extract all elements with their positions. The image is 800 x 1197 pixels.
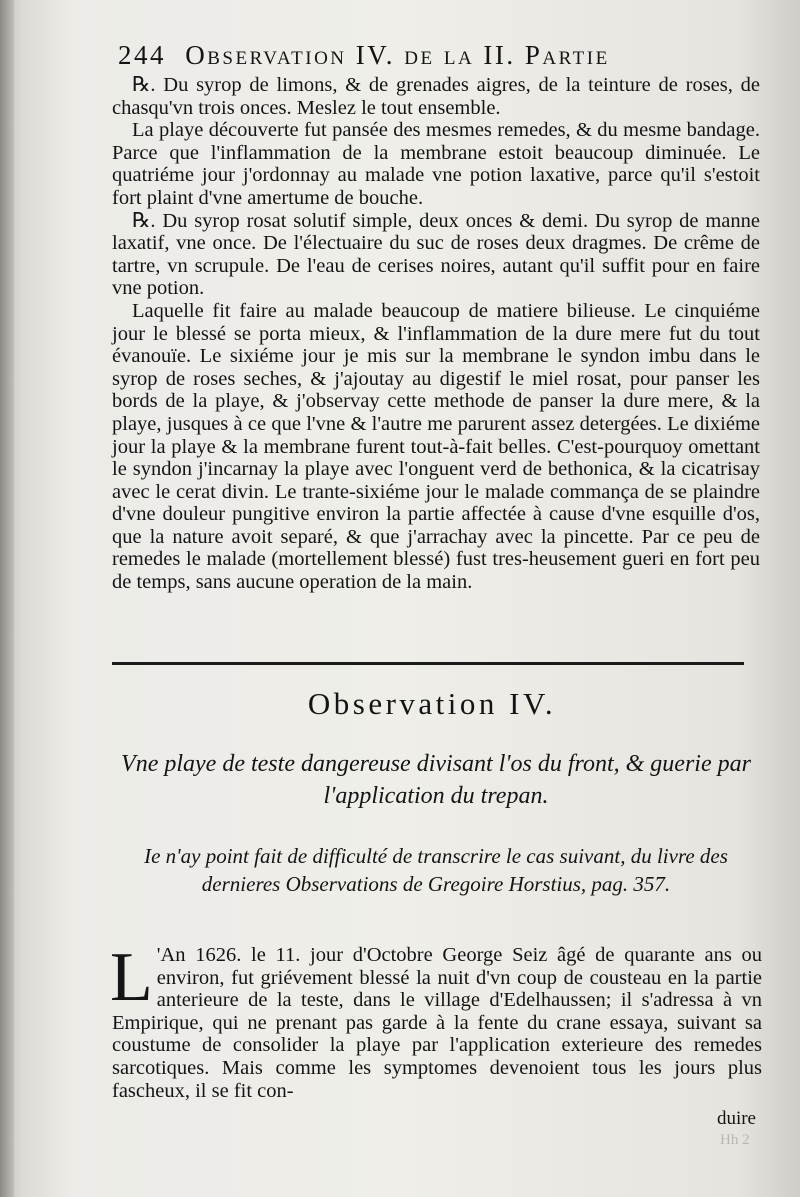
prescription-1: ℞. Du syrop de limons, & de grenades aigres, de la teinture de roses, de chasqu'vn trois onces. Meslez le tout ensemble.: [112, 74, 760, 119]
final-paragraph-block: [110, 939, 762, 1102]
prescription-2: ℞. Du syrop rosat solutif simple, deux onces & demi. Du syrop de manne laxatif, vne once. De l'électuaire du suc de roses deux dragmes. De crême de tartre, vn scrupule. De l'eau de cerises noires, autant qu'il suffit pour en faire vne potion.: [112, 209, 760, 300]
observation-title: Observation IV.: [307, 686, 557, 721]
observation-intro: Ie n'ay point fait de difficulté de transcrire le cas suivant, du livre des dernieres Observations de Gregoire Horstius, pag. 357.: [144, 844, 728, 896]
running-title: Observation IV. de la II. Partie: [185, 40, 610, 70]
running-header: [118, 40, 758, 74]
catchword: duire: [716, 1108, 756, 1129]
upper-text-block: [112, 74, 760, 594]
final-paragraph: 'An 1626. le 11. jour d'Octobre George Seiz âgé de quarante ans ou environ, fut griévement blessé la nuit d'vn coup de cousteau en la partie anterieure de la teste, dans le village d'Edelhaussen; il s'adressa à vn Empirique, qui ne prenant pas garde à la fente du crane essaya, suivant sa coustume de consolider la playe par l'application exterieure des remedes sarcotiques. Mais comme les symptomes devenoient tous les jours plus fascheux, il se fit con-: [112, 944, 762, 1102]
paragraph-2: Laquelle fit faire au malade beaucoup de matiere bilieuse. Le cinquiéme jour le blessé se porta mieux, & l'inflammation de la dure mere fut du tout évanouïe. Le sixiéme jour je mis sur la membrane le syndon imbu dans le syrop de roses seches, & j'ajoutay au digestif le miel rosat, pour panser les bords de la playe, & j'observay cette methode de panser la dure mere, & la playe, jusques à ce que l'vne & l'autre me parurent assez detergées. Le dixiéme jour la playe & la membrane furent tout-à-fait belles. C'est-pourquoy omettant le syndon j'incarnay la playe avec l'onguent verd de bethonica, & la cicatrisay avec le cerat divin. Le trante-sixiéme jour le malade commança de se plaindre d'vne douleur pungitive environ la partie affectée à cause d'vne esquille d'os, que la nature avoit separé, & que j'arrachay avec la pincette. Par ce peu de remedes le malade (mortellement blessé) fust tres-heusement gueri en fort peu de temps, sans aucune operation de la main.: [112, 299, 760, 594]
drop-cap: L: [110, 939, 153, 1016]
observation-subtitle: Vne playe de teste dangereuse divisant l'os du front, & guerie par l'application du trepan.: [121, 751, 751, 809]
book-gutter-shadow: [0, 0, 14, 1197]
section-divider-rule: [112, 662, 744, 665]
page-number: 244: [118, 40, 166, 70]
paragraph-1: La playe découverte fut pansée des mesmes remedes, & du mesme bandage. Parce que l'inflammation de la membrane estoit beaucoup diminuée. Le quatriéme jour j'ordonnay au malade vne potion laxative, parce qu'il s'estoit fort plaint d'vne amertume de bouche.: [112, 119, 760, 209]
signature-mark: Hh 2: [720, 1132, 750, 1148]
